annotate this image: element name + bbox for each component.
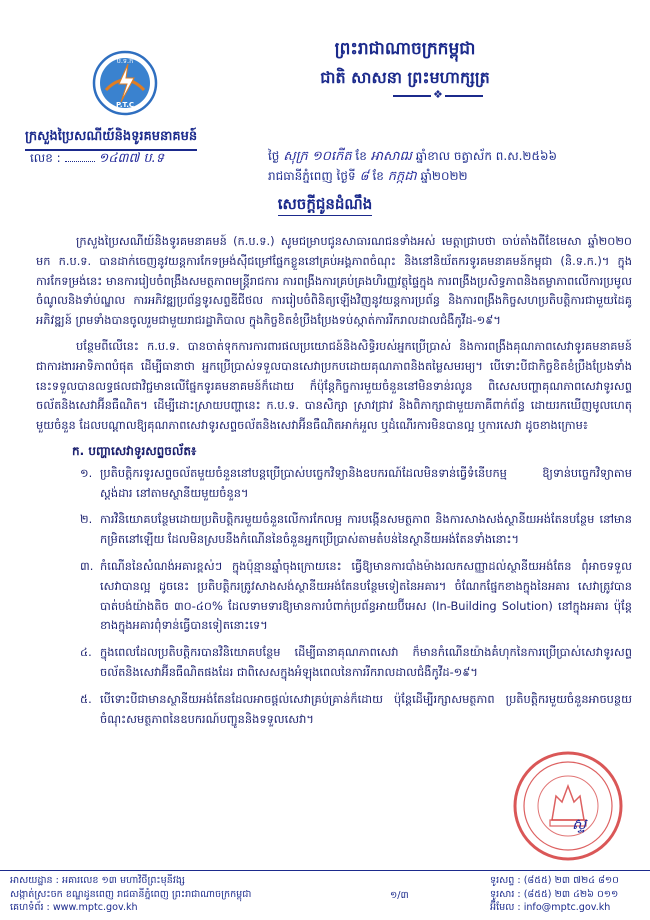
lunar-month: អាសាឍ <box>370 149 412 164</box>
ministry-name: ក្រសួងប្រៃសណីយ៍និងទូរគមនាគមន៍ <box>25 128 197 151</box>
list-item-text: ប្រតិបត្តិករទូរសព្ទចល័តមួយចំនួននៅបន្តប្រើប្រាស់បច្ចេកវិទ្យានិងឧបករណ៍ដែលមិនទាន់ធ្វើទំនើបកម្ម ឱ្យទាន់បច្ចេកវិទ្យាតាមស្តង់ដារ នៅតាមស្ថានីយមួយចំនួន។ <box>100 465 632 500</box>
footer-address-2: សង្កាត់ស្រះចក ខណ្ឌដូនពេញ រាជធានីភ្នំពេញ ព្រះរាជាណាចក្រកម្ពុជា <box>10 888 252 900</box>
document-body <box>36 232 632 736</box>
ref-value: ១៤៣៧ ប.ទ <box>98 151 164 166</box>
ministry-logo <box>92 50 158 116</box>
lunar-day: សុក្រ ១០កើត <box>283 149 352 164</box>
footer-left <box>10 874 370 915</box>
list-item <box>36 690 632 730</box>
list-item-number: ២. <box>80 512 93 527</box>
paragraph-issues-intro: បន្ថែមពីលើនេះ ក.ប.ទ. បានចាត់ទុកការការពារផលប្រយោជន៍និងសិទ្ធិរបស់អ្នកប្រើប្រាស់ និងការពង្រឹងគុណភាពសេវាទូរគមនាគមន៍ ជាការងារអាទិភាពបំផុត ដើម្បីធានាថា អ្នកប្រើប្រាស់ទទួលបានសេវាប្រកបដោយគុណភាពនិងតម្លៃសមរម្យ។ បើទោះបីជាកិច្ចខិតខំប្រឹងប្រែងទាំងនេះទទួលបានលទ្ធផលជាវិជ្ជមានលើផ្នែកទូរគមនាគមន៍ក៏ដោយ ក៏ប៉ុន្តែកិច្ចការមួយចំនួននៅមិនទាន់រលូន ពិសេសបញ្ហាគុណភាពសេវាទូរសព្ទចល័តនិងសេវាអ៊ីនធឺណិត។ ដើម្បីដោះស្រាយបញ្ហានេះ ក.ប.ទ. បានសិក្សា ស្រាវជ្រាវ និងពិភាក្សាជាមួយភាគីពាក់ព័ន្ធ ដោយរកឃើញមូលហេតុមួយចំនួន ដែលបណ្តាលឱ្យគុណភាពសេវាទូរសព្ទចល័តនិងសេវាអ៊ីនធឺណិតអាក់អួល ឬដំណើរការមិនបានល្អ ឬការសេវា ដូចខាងក្រោម៖ <box>36 338 632 433</box>
list-item <box>36 510 632 550</box>
document-title: សេចក្តីជូនដំណឹង <box>0 195 650 217</box>
paragraph-intro: ក្រសួងប្រៃសណីយ៍និងទូរគមនាគមន៍ (ក.ប.ទ.) សូមជម្រាបជូនសាធារណជនទាំងអស់ មេត្តាជ្រាបថា ចាប់តាំងពីខែមេសា ឆ្នាំ២០២០ មក ក.ប.ទ. បានដាក់ចេញនូវយន្តការកែទម្រង់ស៊ីជម្រៅផ្នែកខ្លួននៅគ្រប់អង្គភាពចំណុះ និងនៅនិយ័តករទូរគមនាគមន៍កម្ពុជា (និ.ទ.ក.)។ ក្នុងការកែទម្រង់នេះ មានការរៀបចំពង្រឹងសមត្ថភាពមន្ត្រីរាជការ ការពង្រឹងការគ្រប់គ្រងហិរញ្ញវត្ថុផ្ទៃក្នុង ការពង្រឹងប្រសិទ្ធភាពនិងតម្លាភាពលើការប្រមូលចំណូលនិងទាំប់ណ្ឌល ការអភិវឌ្ឍប្រព័ន្ធទូរសព្ទឌីជីថល ការរៀបចំពិនិត្យឡើងវិញនូវយន្តការប្រព័ន្ធ និងការពង្រឹងកិច្ចសហប្រតិបត្តិការជាមួយដៃគូអភិវឌ្ឍន៍ ព្រមទាំងបានចូលរួមជាមួយរាជរដ្ឋាភិបាល ក្នុងកិច្ចខិតខំប្រឹងប្រែងទប់ស្កាត់ការរីករាលដាលជំងឺកូវីដ-១៩។ <box>36 234 632 328</box>
kingdom-title: ព្រះរាជាណាចក្រកម្ពុជា <box>334 39 476 59</box>
lunar-date: ថ្ងៃ សុក្រ ១០កើត ខែ អាសាឍ ឆ្នាំខាល ចត្វាស័ក ព.ស.២៥៦៦ <box>268 149 557 164</box>
solar-month: កក្កដា <box>387 169 417 184</box>
official-seal <box>512 750 624 862</box>
solar-day: ៨ <box>359 169 369 184</box>
list-item <box>36 643 632 683</box>
footer <box>0 870 650 920</box>
national-motto: ជាតិ សាសនា ព្រះមហាក្សត្រ <box>320 68 490 87</box>
list-item-number: ៤. <box>80 645 92 660</box>
footer-website: គេហទំព័រ : www.mptc.gov.kh <box>10 902 138 913</box>
issues-heading: ក. បញ្ហាសេវាទូរសព្ទចល័ត៖ <box>72 443 197 458</box>
list-item-text: កំណើននៃសំណង់អគារខ្ពស់ៗ ក្នុងប៉ុន្មានឆ្នាំចុងក្រោយនេះ ធ្វើឱ្យមានការបាំងម៉ាងរលកសញ្ញាដល់ស្ថានីយអង់តែន ពុំអាចទទួលសេវាបានល្អ ដូចនេះ ប្រតិបត្តិករត្រូវសាងសង់ស្ថានីយអង់តែនបន្ថែមទៀតនៃអគារ។ ចំណែកផ្នែកខាងក្នុងនៃអគារ សេវាត្រូវបានបាត់បង់យ៉ាងតិច ៣០-៤០% ដែលទាមទារឱ្យមានការបំពាក់ប្រព័ន្ធអាយប៊ីអេស (In-Building Solution) នៅក្នុងអគារ ប៉ុន្តែខាងក្នុងអគារពុំទាន់ធ្វើបានទៀតនោះទេ។ <box>100 558 632 633</box>
list-item-text: ការវិនិយោគបន្ថែមដោយប្រតិបត្តិករមួយចំនួនលើការកែលម្អ ការបង្កើនសមត្ថភាព និងការសាងសង់ស្ថានីយអង់តែនបន្ថែម នៅមានកម្រិតនៅឡើយ ដែលមិនស្របនឹងកំណើននៃចំនួនអ្នកប្រើប្រាស់តាមតំបន់នៃស្ថានីយអង់តែនទាំងនោះ។ <box>100 512 632 547</box>
footer-phone: ទូរសព្ទ : (៨៥៥) ២៣ ៧២៤ ៨១០ <box>490 875 619 886</box>
reference-number <box>30 150 164 169</box>
footer-address-1: អាសយដ្ឋាន : អគារលេខ ១៣ មហាវិថីព្រះមុនីវង្ស <box>10 875 185 886</box>
page-number: ១/៣ <box>390 890 409 901</box>
list-item-text: ក្នុងពេលដែលប្រតិបត្តិករបានវិនិយោគបន្ថែម ដើម្បីធានាគុណភាពសេវា ក៏មានកំណើនយ៉ាងគំហុកនៃការប្រើប្រាស់សេវាទូរសព្ទចល័តនិងសេវាអ៊ីនធឺណិតផងដែរ ជាពិសេសក្នុងអំឡុងពេលនៃការរីករាលដាលជំងឺកូវីដ-១៩។ <box>100 645 632 679</box>
list-item-text: បើទោះបីជាមានស្ថានីយអង់តែនដែលអាចផ្តល់សេវាគ្រប់គ្រាន់ក៏ដោយ ប៉ុន្តែដើម្បីរក្សាសមត្ថភាព ប្រតិបត្តិករមួយចំនួនអាចបន្ថយចំណុះសមត្ថភាពនៃឧបករណ៍បញ្ជូននិងទទួលសេវា។ <box>100 691 632 726</box>
footer-email: អ៊ីមែល : info@mptc.gov.kh <box>490 902 611 913</box>
list-item-number: ៣. <box>80 558 94 573</box>
footer-right <box>490 874 619 915</box>
footer-fax: ទូរសារ : (៨៥៥) ២៣ ៤២៦ ០១១ <box>490 888 619 900</box>
list-item-number: ១. <box>80 465 93 480</box>
logo-text-bottom: P.T.C <box>115 101 135 109</box>
logo-text-top: ប.ទ.ក <box>116 57 134 65</box>
list-item <box>36 464 632 504</box>
ornament-divider <box>393 95 483 105</box>
list-item-number: ៥. <box>80 691 92 706</box>
solar-date: រាជធានីភ្នំពេញ ថ្ងៃទី ៨ ខែ កក្កដា ឆ្នាំ២០២២ <box>268 169 468 184</box>
ref-label: លេខ : <box>30 151 61 165</box>
list-item <box>36 557 632 636</box>
signature: ស្ទ <box>572 815 587 833</box>
